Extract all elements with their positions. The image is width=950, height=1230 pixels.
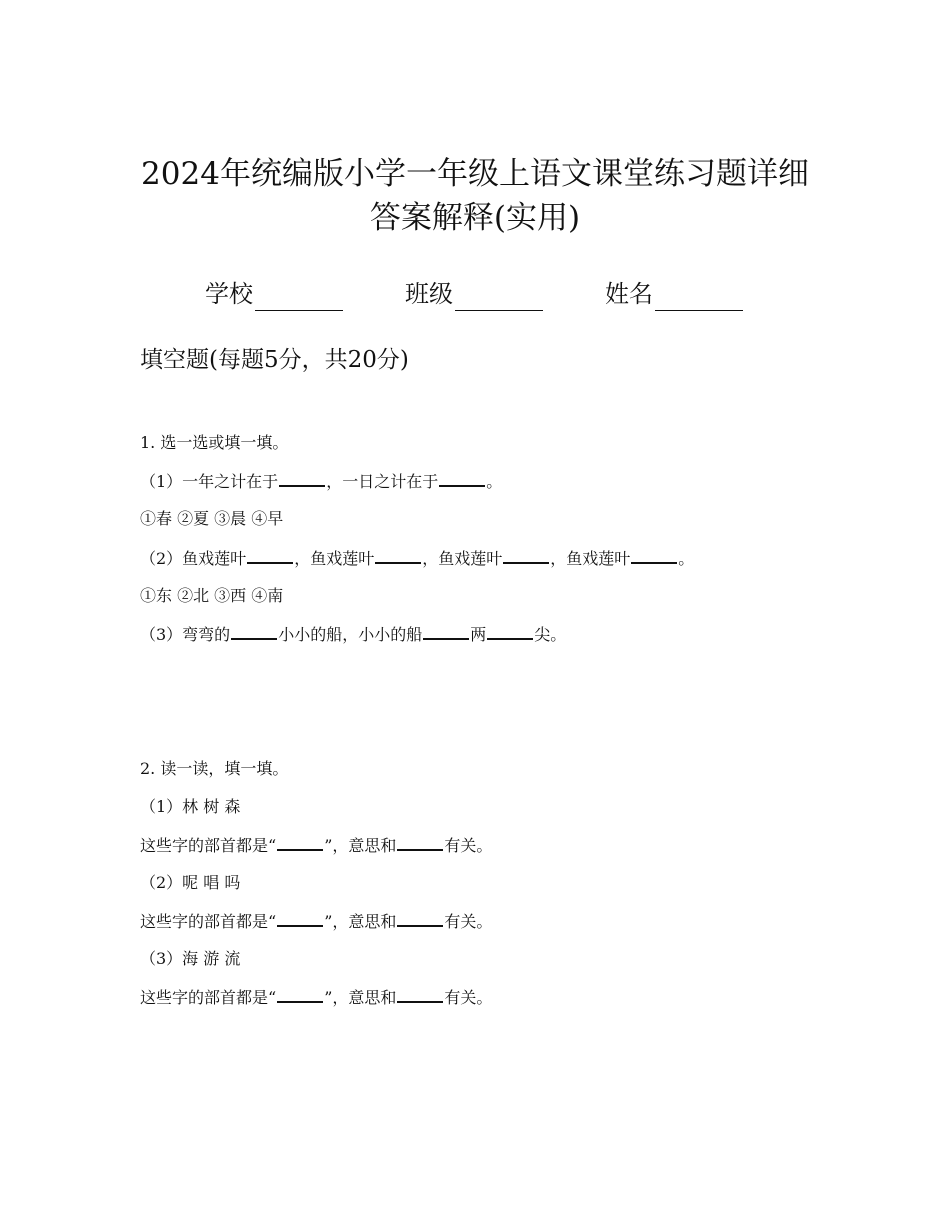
text-segment: 两 bbox=[470, 625, 487, 644]
text-segment: 这些字的部首都是“ bbox=[140, 836, 277, 855]
text-segment: ，鱼戏莲叶 bbox=[550, 549, 631, 568]
school-label: 学校 bbox=[205, 280, 253, 308]
text-segment: ，一日之计在于 bbox=[326, 472, 439, 491]
answer-blank[interactable] bbox=[487, 623, 533, 640]
answer-blank[interactable] bbox=[397, 986, 443, 1003]
answer-blank[interactable] bbox=[423, 623, 469, 640]
answer-blank[interactable] bbox=[631, 547, 677, 564]
document-title bbox=[0, 152, 950, 240]
text-segment: （1）一年之计在于 bbox=[140, 472, 279, 491]
class-field bbox=[405, 277, 543, 311]
section-heading: 填空题(每题5分，共20分) bbox=[140, 347, 409, 373]
text-segment: ”，意思和 bbox=[324, 988, 397, 1007]
answer-blank[interactable] bbox=[503, 547, 549, 564]
question-2-title: 2. 读一读，填一填。 bbox=[140, 759, 289, 778]
text-segment: ，鱼戏莲叶 bbox=[422, 549, 503, 568]
class-label: 班级 bbox=[405, 280, 453, 308]
text-segment: （2）鱼戏莲叶 bbox=[140, 549, 247, 568]
question-1-options-1: ①春 ②夏 ③晨 ④早 bbox=[140, 509, 284, 528]
class-blank[interactable] bbox=[455, 284, 543, 311]
question-2-fill-2 bbox=[140, 910, 492, 933]
text-segment: 有关。 bbox=[444, 912, 493, 931]
question-2-group-2: （2）呢 唱 吗 bbox=[140, 873, 241, 892]
answer-blank[interactable] bbox=[375, 547, 421, 564]
title-line-1: 2024年统编版小学一年级上语文课堂练习题详细 bbox=[141, 156, 809, 192]
answer-blank[interactable] bbox=[247, 547, 293, 564]
name-blank[interactable] bbox=[655, 284, 743, 311]
name-label: 姓名 bbox=[605, 280, 653, 308]
question-1-sentence-2 bbox=[140, 547, 694, 570]
text-segment: 尖。 bbox=[534, 625, 567, 644]
text-segment: 这些字的部首都是“ bbox=[140, 988, 277, 1007]
school-blank[interactable] bbox=[255, 284, 343, 311]
question-1-sentence-3 bbox=[140, 623, 566, 646]
text-segment: ”，意思和 bbox=[324, 836, 397, 855]
answer-blank[interactable] bbox=[397, 834, 443, 851]
title-line-2: 答案解释(实用) bbox=[369, 200, 581, 236]
text-segment: ，鱼戏莲叶 bbox=[294, 549, 375, 568]
question-2-fill-1 bbox=[140, 834, 492, 857]
text-segment: 小小的船，小小的船 bbox=[278, 625, 423, 644]
school-field bbox=[205, 277, 343, 311]
text-segment: 。 bbox=[486, 472, 503, 491]
answer-blank[interactable] bbox=[277, 986, 323, 1003]
text-segment: 有关。 bbox=[444, 988, 493, 1007]
text-segment: 。 bbox=[678, 549, 695, 568]
text-segment: 有关。 bbox=[444, 836, 493, 855]
question-2-group-3: （3）海 游 流 bbox=[140, 949, 241, 968]
answer-blank[interactable] bbox=[277, 834, 323, 851]
text-segment: （3）弯弯的 bbox=[140, 625, 231, 644]
answer-blank[interactable] bbox=[279, 470, 325, 487]
answer-blank[interactable] bbox=[231, 623, 277, 640]
question-1-options-2: ①东 ②北 ③西 ④南 bbox=[140, 586, 284, 605]
question-2-fill-3 bbox=[140, 986, 492, 1009]
text-segment: ”，意思和 bbox=[324, 912, 397, 931]
answer-blank[interactable] bbox=[277, 910, 323, 927]
text-segment: 这些字的部首都是“ bbox=[140, 912, 277, 931]
answer-blank[interactable] bbox=[397, 910, 443, 927]
name-field bbox=[605, 277, 743, 311]
question-1-sentence-1 bbox=[140, 470, 502, 493]
answer-blank[interactable] bbox=[439, 470, 485, 487]
question-2-group-1: （1）林 树 森 bbox=[140, 797, 241, 816]
question-1-title: 1. 选一选或填一填。 bbox=[140, 433, 289, 452]
